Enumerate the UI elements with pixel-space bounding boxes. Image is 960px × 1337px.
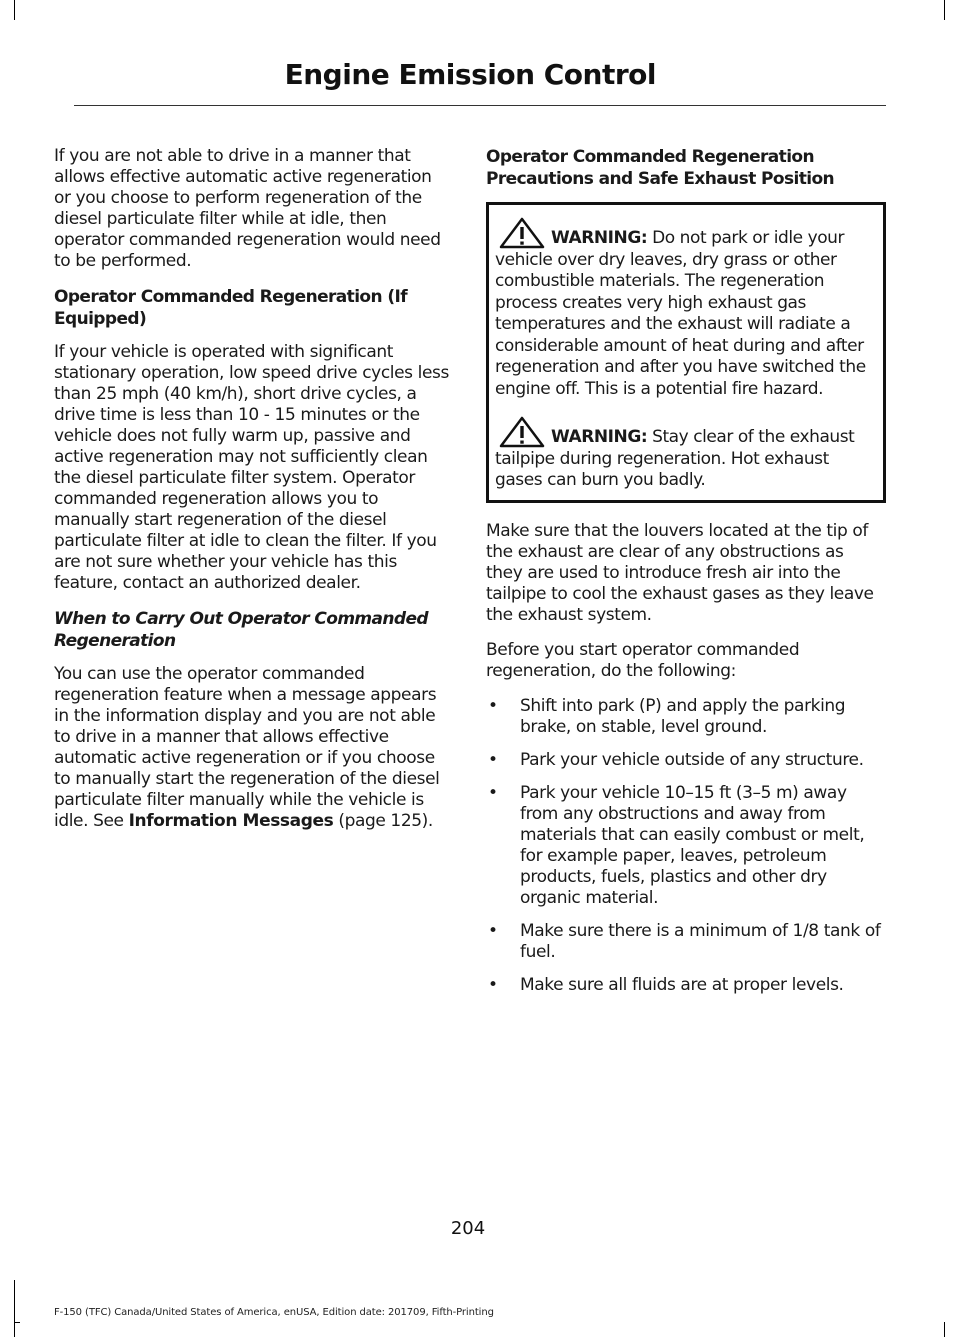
- edition-footer: F-150 (TFC) Canada/United States of America, enUSA, Edition date: 201709, Fifth-Printing: [54, 1307, 494, 1318]
- warning-item: [495, 416, 877, 492]
- crop-mark-top-left: [14, 0, 15, 20]
- list-item: [486, 783, 882, 909]
- page-title: Engine Emission Control: [284, 58, 656, 91]
- before-start-paragraph: Before you start operator commanded regeneration, do the following:: [486, 639, 800, 681]
- warning-label: WARNING:: [551, 427, 648, 447]
- louvers-paragraph: Make sure that the louvers located at the tip of the exhaust are clear of any obstructions as they are used to introduce fresh air into the tailpipe to cool the exhaust gases as they leave the exhaust system.: [486, 520, 874, 625]
- list-item: [486, 921, 882, 963]
- warning-triangle-icon: [499, 217, 545, 249]
- crop-mark-bottom-left: [14, 1280, 15, 1337]
- bullet-mark: •: [488, 695, 498, 716]
- bullet-mark: •: [488, 782, 498, 803]
- precautions-list: [486, 696, 882, 996]
- when-paragraph: [54, 664, 450, 832]
- crop-mark-bottom-right: [944, 1322, 945, 1337]
- regeneration-paragraph: If your vehicle is operated with significant stationary operation, low speed drive cycles less than 25 mph (40 km/h), short drive cycles, a drive time is less than 10 - 15 minutes or the vehicle does not fully warm up, passive and active regeneration may not sufficiently clean the diesel particulate filter system. Operator commanded regeneration allows you to manually start regeneration of the diesel particulate filter at idle to clean the filter. If you are not sure whether your vehicle has this feature, contact an authorized dealer.: [54, 342, 449, 593]
- left-column: [54, 146, 450, 846]
- when-paragraph-text: You can use the operator commanded regeneration feature when a message appears in the information display and you are not able to drive in a manner that allows effective automatic active regeneration or if you choose to manually start the regeneration of the diesel particulate filter manually while the vehicle is idle. See: [54, 664, 440, 831]
- crop-mark-top-right: [944, 0, 945, 20]
- bullet-mark: •: [488, 920, 498, 941]
- list-item-text: Park your vehicle 10–15 ft (3–5 m) away from any obstructions and away from materials that can easily combust or melt, for example paper, leaves, petroleum products, fuels, plastics and other dry organic material.: [520, 782, 865, 908]
- section-heading-precautions: Operator Commanded Regeneration Precautions and Safe Exhaust Position: [486, 147, 835, 189]
- intro-paragraph: If you are not able to drive in a manner that allows effective automatic active regeneration or you choose to perform regeneration of the diesel particulate filter while at idle, then operator commanded regeneration would need to be performed.: [54, 146, 441, 271]
- warning-item: [495, 217, 877, 400]
- when-paragraph-end: (page 125).: [333, 811, 433, 831]
- header-rule: [74, 105, 886, 106]
- warning-box: [486, 202, 886, 503]
- subheading-when-to-regenerate: When to Carry Out Operator Commanded Regeneration: [54, 609, 428, 651]
- page-number: 204: [450, 1218, 486, 1239]
- list-item: [486, 750, 882, 771]
- information-messages-link[interactable]: Information Messages: [128, 811, 334, 831]
- crop-mark-bottom-left-h: [14, 1322, 20, 1323]
- warning-text: Do not park or idle your vehicle over dry leaves, dry grass or other combustible materials. The regeneration process creates very high exhaust gas temperatures and the exhaust will radiate a considerable amount of heat during and after regeneration and after you have switched the engine off. This is a potential fire hazard.: [495, 228, 866, 399]
- bullet-mark: •: [488, 749, 498, 770]
- section-heading-operator-regeneration: Operator Commanded Regeneration (If Equipped): [54, 287, 408, 329]
- right-column: [486, 146, 882, 1008]
- list-item-text: Make sure there is a minimum of 1/8 tank of fuel.: [520, 920, 881, 962]
- list-item-text: Park your vehicle outside of any structure.: [520, 749, 864, 770]
- list-item: [486, 696, 882, 738]
- warning-label: WARNING:: [551, 228, 648, 248]
- list-item: [486, 975, 882, 996]
- warning-text: Stay clear of the exhaust tailpipe during regeneration. Hot exhaust gases can burn you badly.: [495, 427, 855, 490]
- list-item-text: Shift into park (P) and apply the parking brake, on stable, level ground.: [520, 695, 846, 737]
- list-item-text: Make sure all fluids are at proper levels.: [520, 974, 844, 995]
- bullet-mark: •: [488, 974, 498, 995]
- warning-triangle-icon: [499, 416, 545, 448]
